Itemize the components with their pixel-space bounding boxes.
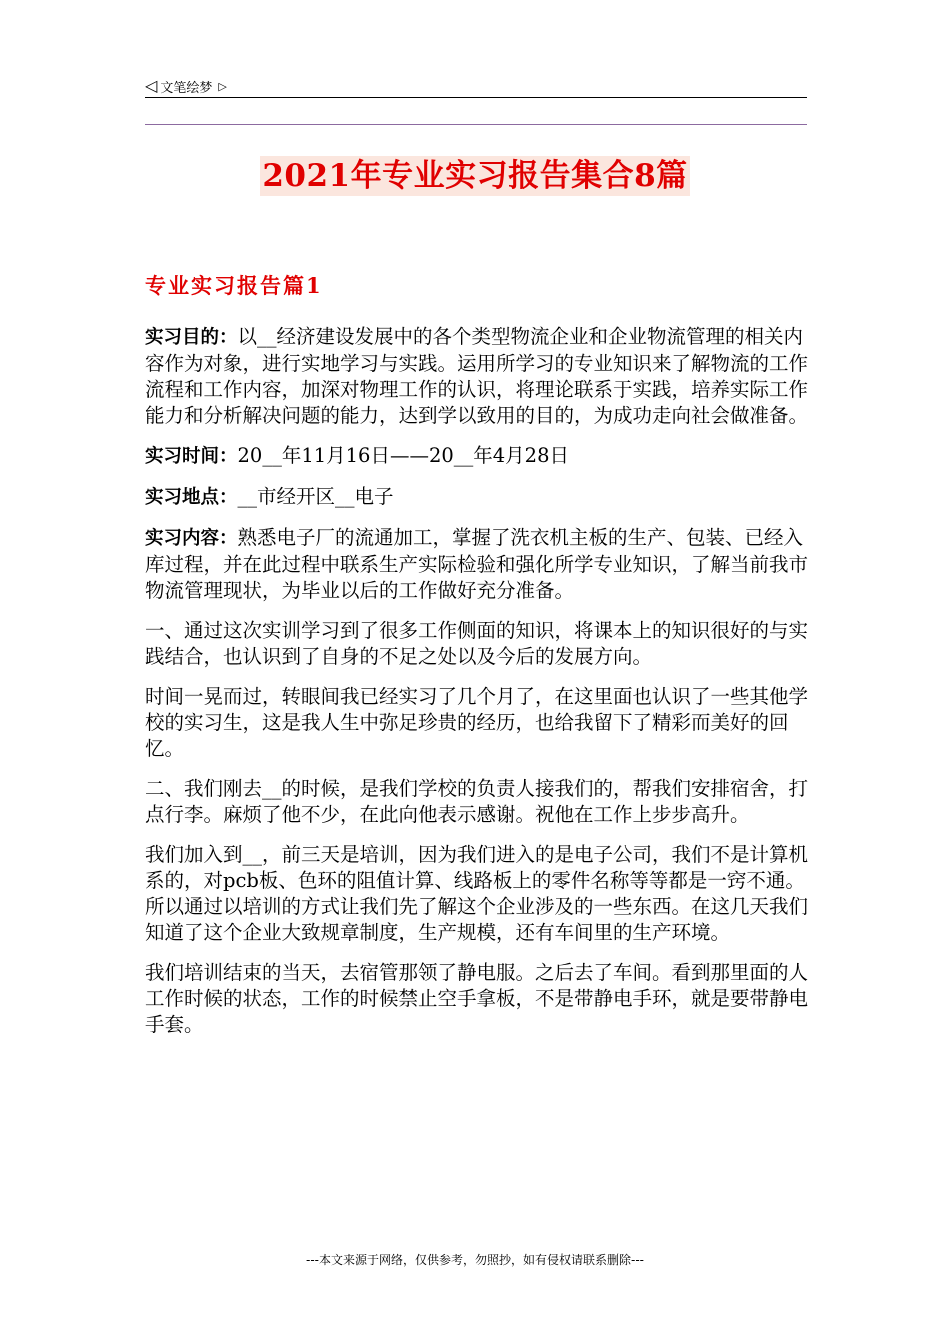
right-triangle-icon: ▷ <box>218 79 227 93</box>
paragraph-content <box>145 525 810 604</box>
header-rule <box>145 97 807 98</box>
paragraph-location <box>145 484 810 511</box>
page-footer: ---本文来源于网络，仅供参考，勿照抄，如有侵权请联系删除--- <box>306 1253 644 1267</box>
header-divider <box>145 124 807 125</box>
paragraph-text: __市经开区__电子 <box>237 485 394 508</box>
paragraph-label: 实习目的： <box>145 327 238 348</box>
document-title-block <box>0 150 950 195</box>
header-brand: 文笔绘梦 <box>160 80 213 96</box>
paragraph-text: 一、通过这次实训学习到了很多工作侧面的知识，将课本上的知识很好的与实践结合，也认识到了自身的不足之处以及今后的发展方向。 <box>145 619 809 668</box>
paragraph-text: 熟悉电子厂的流通加工，掌握了洗衣机主板的生产、包装、已经入库过程，并在此过程中联系生产实际检验和强化所学专业知识，了解当前我市物流管理现状，为毕业以后的工作做好充分准备。 <box>145 526 809 602</box>
paragraph-text: 我们培训结束的当天，去宿管那领了静电服。之后去了车间。看到那里面的人工作时候的状态，工作的时候禁止空手拿板，不是带静电手环，就是要带静电手套。 <box>145 961 809 1036</box>
section-heading: 专业实习报告篇1 <box>145 273 323 298</box>
paragraph-label: 实习地点： <box>145 487 238 508</box>
paragraph <box>145 684 810 762</box>
paragraph-label: 实习时间： <box>145 446 238 467</box>
paragraph-label: 实习内容： <box>145 528 238 549</box>
left-triangle-icon: ◁ <box>145 76 158 95</box>
paragraph <box>145 960 810 1038</box>
paragraph-text: 以__经济建设发展中的各个类型物流企业和企业物流管理的相关内容作为对象，进行实地学习与实践。运用所学习的专业知识来了解物流的工作流程和工作内容，加深对物理工作的认识，将理论联系于实践，培养实际工作能力和分析解决问题的能力，达到学以致用的目的，为成功走向社会做准备。 <box>145 325 809 427</box>
paragraph <box>145 776 810 828</box>
page-header <box>145 74 807 98</box>
document-body <box>145 324 810 1052</box>
paragraph <box>145 842 810 946</box>
paragraph-time <box>145 443 810 470</box>
paragraph-text: 时间一晃而过，转眼间我已经实习了几个月了，在这里面也认识了一些其他学校的实习生，这是我人生中弥足珍贵的经历，也给我留下了精彩而美好的回忆。 <box>145 685 809 760</box>
paragraph-purpose <box>145 324 810 429</box>
paragraph-text: 20__年11月16日——20__年4月28日 <box>237 444 569 467</box>
paragraph <box>145 618 810 670</box>
paragraph-text: 我们加入到__，前三天是培训，因为我们进入的是电子公司，我们不是计算机系的，对pcb板、色环的阻值计算、线路板上的零件名称等等都是一窍不通。所以通过以培训的方式让我们先了解这个企业涉及的一些东西。在这几天我们知道了这个企业大致规章制度，生产规模，还有车间里的生产环境。 <box>145 843 809 944</box>
paragraph-text: 二、我们刚去__的时候，是我们学校的负责人接我们的，帮我们安排宿舍，打点行李。麻烦了他不少，在此向他表示感谢。祝他在工作上步步高升。 <box>145 777 809 826</box>
document-title: 2021年专业实习报告集合8篇 <box>262 158 688 194</box>
